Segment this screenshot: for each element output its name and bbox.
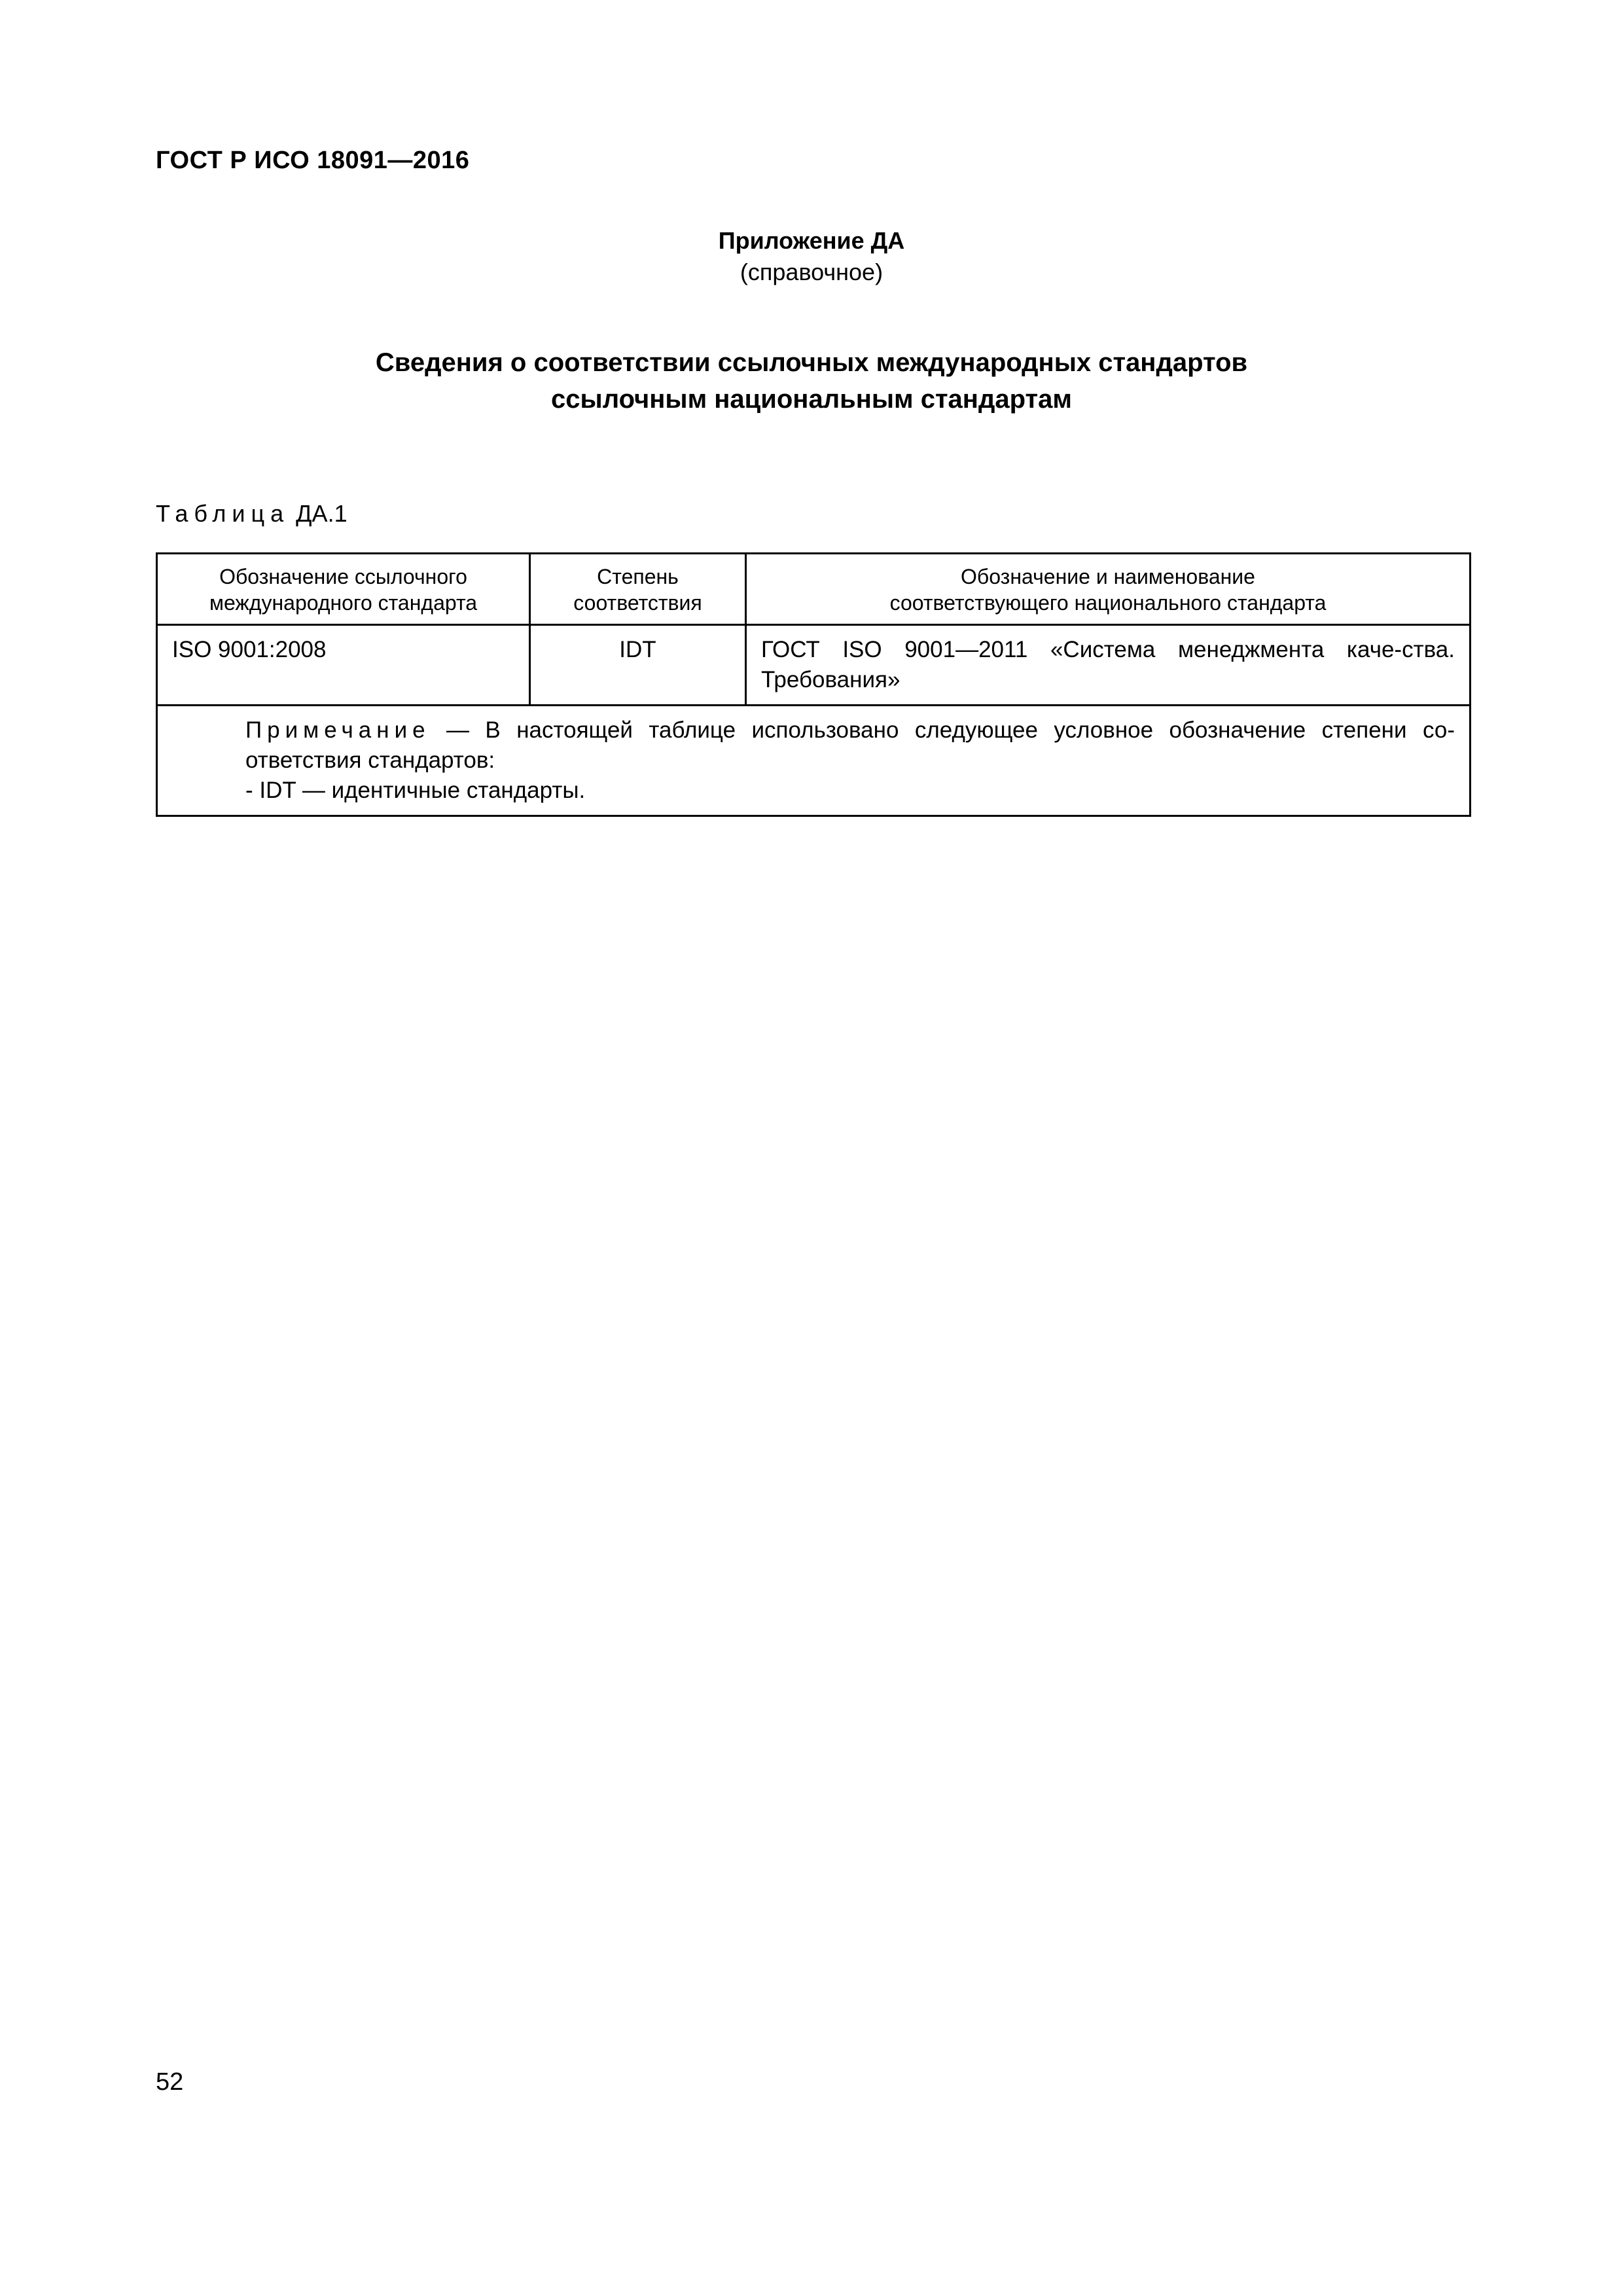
main-title-line-1: Сведения о соответствии ссылочных международных стандартов [375,348,1248,377]
cell-international-standard: ISO 9001:2008 [157,625,530,706]
table-note [157,706,1471,816]
table-row [157,625,1471,706]
table-note-row [157,706,1471,816]
cell-national-standard: ГОСТ ISO 9001—2011 «Система менеджмента каче-ства. Требования» [746,625,1471,706]
table-header-row [157,554,1471,625]
main-title-line-2: ссылочным национальным стандартам [551,385,1072,414]
note-text: — В настоящей таблице использовано следующее условное обозначение степени со-ответствия стандартов: [245,717,1455,773]
page-number: 52 [156,2068,184,2096]
header-col3-line2: соответствующего национального стандарта [889,591,1327,615]
table-caption-word: Таблица [156,500,290,527]
header-degree-of-correspondence [530,554,746,625]
header-col2-line1: Степень [597,565,679,588]
document-header: ГОСТ Р ИСО 18091—2016 [156,147,470,174]
cell-degree: IDT [530,625,746,706]
header-international-standard [157,554,530,625]
main-title [156,344,1467,418]
header-col1-line2: международного стандарта [209,591,478,615]
header-national-standard [746,554,1471,625]
note-item: - IDT — идентичные стандарты. [245,778,586,803]
table-caption-number: ДА.1 [296,500,348,527]
note-first-line [172,715,1455,776]
header-col2-line2: соответствия [573,591,702,615]
appendix-title: Приложение ДА [718,227,905,254]
note-label: Примечание [245,717,431,743]
appendix-heading [156,225,1467,288]
table-caption [156,500,348,528]
header-col3-line1: Обозначение и наименование [961,565,1255,588]
standards-correspondence-table [156,552,1471,817]
appendix-type: (справочное) [740,259,883,285]
header-col1-line1: Обозначение ссылочного [219,565,467,588]
